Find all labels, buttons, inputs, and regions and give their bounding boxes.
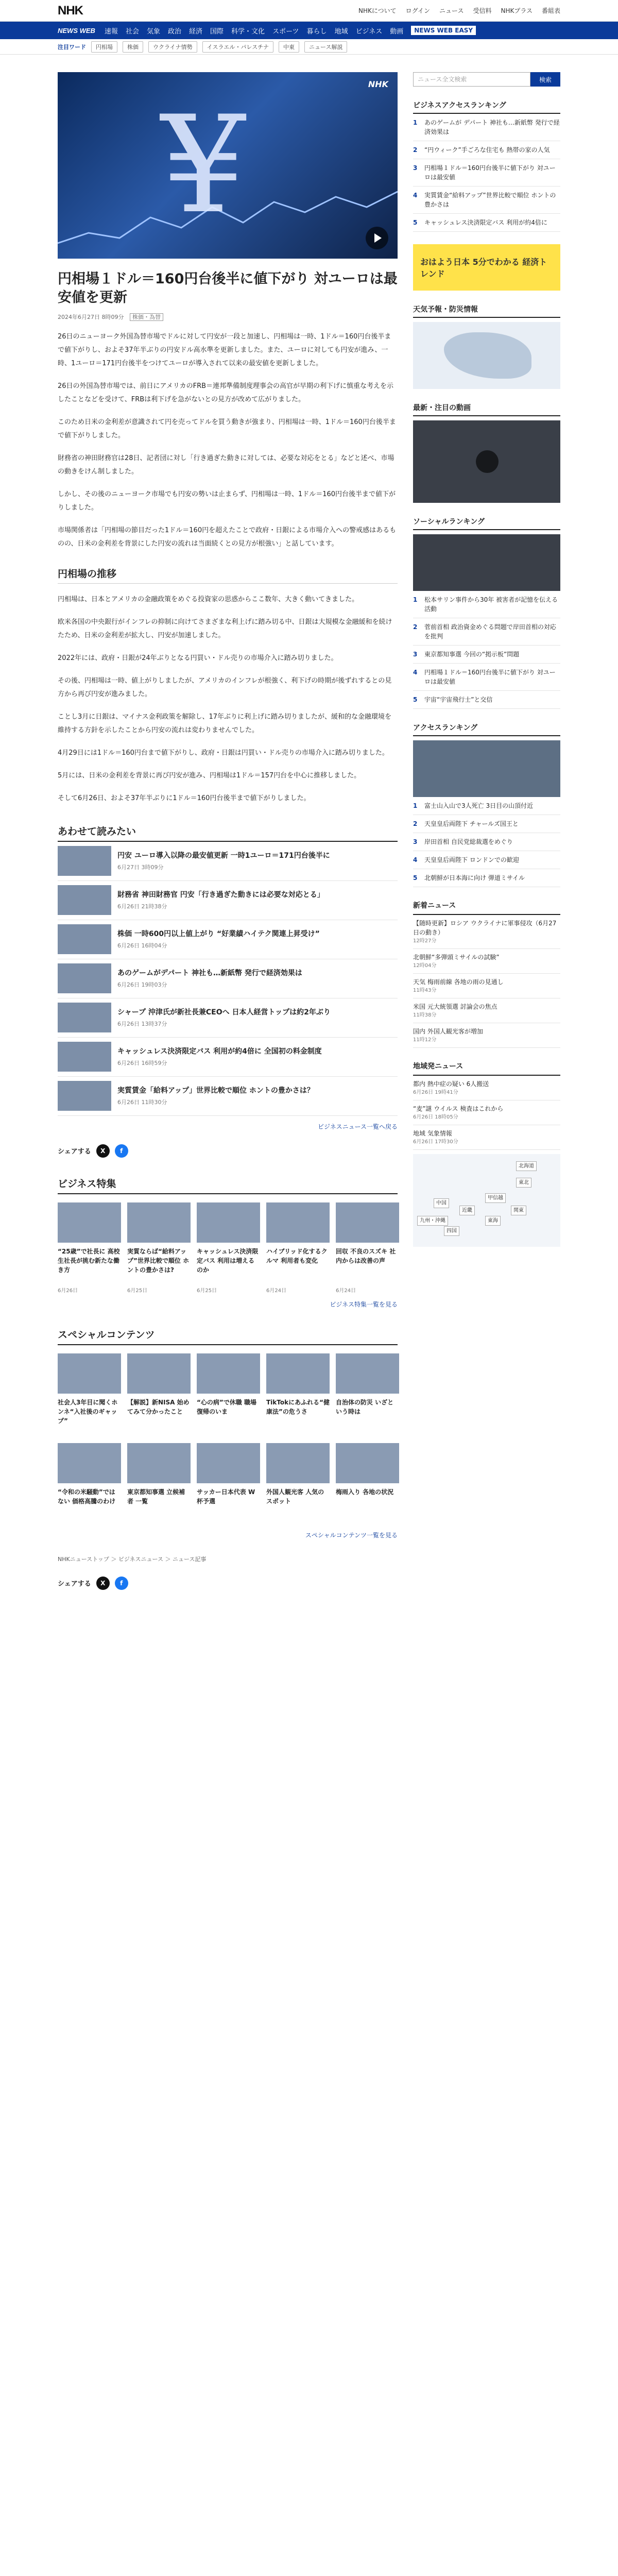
nav-item[interactable]: 経済 (189, 27, 203, 36)
region-button[interactable]: 甲信越 (485, 1193, 506, 1203)
feature-date: 6月26日 (58, 1287, 78, 1294)
related-item[interactable] (58, 998, 398, 1038)
related-title: シャープ 沖津氏が新社長兼CEOへ 日本人経営トップは約2年ぶり (117, 1008, 331, 1016)
region-button[interactable]: 東海 (485, 1216, 501, 1226)
top-link-plus[interactable]: NHKプラス (501, 7, 533, 14)
related-thumbnail (58, 963, 111, 993)
related-date: 6月26日 16時59分 (117, 1060, 167, 1067)
article-date: 2024年6月27日 8時09分 (58, 313, 124, 320)
special-card[interactable] (58, 1443, 121, 1524)
region-map (413, 1154, 560, 1247)
related-thumbnail (58, 1003, 111, 1032)
social-ranking (413, 516, 560, 709)
special-title: “令和の米騒動”ではない 価格高騰のわけ (58, 1488, 116, 1505)
new-news (413, 901, 560, 1048)
ranking-item[interactable]: 1 富士山入山で3人死亡 3日目の山頂付近 (413, 797, 560, 815)
related-thumbnail (58, 924, 111, 954)
feature-card[interactable] (266, 1202, 330, 1294)
sidebar (413, 72, 560, 1247)
feature-thumbnail (58, 1202, 121, 1243)
article-paragraph: ことし3月に日銀は、マイナス金利政策を解除し、17年ぶりに利上げに踏み切りましたが、緩和的な金融環境を維持する方針を示したことから円安の流れは変わりませんでした。 (58, 713, 392, 734)
weather-box (413, 304, 560, 389)
trend-tag[interactable]: ウクライナ情勢 (148, 41, 197, 53)
nhk-logo[interactable]: NHK (58, 3, 83, 18)
special-title: TikTokにあふれる“健康法”の危うさ (266, 1398, 330, 1415)
article-paragraph: その後、円相場は一時、値上がりしましたが、アメリカのインフレが根強く、利下げの時期が後ずれするとの見方から再び円安が進みました。 (58, 676, 392, 698)
play-icon[interactable] (366, 227, 388, 249)
article-paragraph: このため日米の金利差が意識されて円を売ってドルを買う動きが強まり、円相場は一時、1ドル＝160円台後半まで値下がりしました。 (58, 418, 396, 439)
top-link-fee[interactable]: 受信料 (473, 7, 492, 14)
news-item[interactable]: 米国 元大統領選 討論会の焦点 11時38分 (413, 998, 560, 1023)
nav-item[interactable]: 科学・文化 (231, 27, 265, 36)
share-label: シェアする (58, 1580, 91, 1588)
top-bar (0, 0, 618, 22)
feature-card[interactable] (197, 1202, 260, 1294)
news-web-easy-link[interactable]: NEWS WEB EASY (411, 26, 476, 35)
article-title: 円相場１ドル＝160円台後半に値下がり 対ユーロは最安値を更新 (58, 271, 398, 306)
nav-item[interactable]: 社会 (125, 27, 139, 36)
special-card[interactable] (127, 1443, 191, 1524)
related-title: キャッシュレス決済限定バス 利用が約4倍に 全国初の料金制度 (117, 1047, 322, 1056)
related-item[interactable] (58, 920, 398, 959)
business-ranking (413, 100, 560, 232)
nav-item[interactable]: 地域 (334, 27, 348, 36)
article-paragraph: 円相場は、日本とアメリカの金融政策をめぐる投資家の思惑からここ数年、大きく動いてきました。 (58, 595, 359, 603)
share-bar (58, 1144, 398, 1158)
trend-label: 注目ワード (58, 43, 86, 50)
top-link-schedule[interactable]: 番組表 (541, 7, 560, 14)
special-content-list-link[interactable]: スペシャルコンテンツ一覧を見る (305, 1531, 398, 1539)
article-paragraph: しかし、その後のニューヨーク市場でも円安の勢いは止まらず、円相場は一時、1ドル＝160円台後半まで値下がりしました。 (58, 490, 396, 512)
feature-thumbnail (266, 1202, 330, 1243)
nav-item[interactable]: 気象 (146, 27, 160, 36)
social-ranking-image[interactable] (413, 534, 560, 591)
related-item[interactable] (58, 1038, 398, 1077)
feature-title: キャッシュレス決済限定バス 利用は増えるのか (197, 1247, 259, 1274)
special-card[interactable] (266, 1353, 330, 1435)
nav-item[interactable]: 暮らし (306, 27, 327, 36)
region-button[interactable]: 東北 (516, 1178, 531, 1188)
trend-bar (0, 39, 618, 55)
japan-map-shape (444, 332, 531, 379)
related-date: 6月26日 19時03分 (117, 981, 167, 989)
related-date: 6月27日 3時09分 (117, 864, 164, 871)
region-button[interactable]: 九州・沖縄 (417, 1216, 448, 1226)
main-nav (0, 22, 618, 39)
feature-title: “25歳”で社長に 高校生社長が挑む新たな働き方 (58, 1247, 120, 1274)
ranking-item[interactable]: 2 菅前首相 政治資金めぐる問題で岸田首相の対応を批判 (413, 618, 560, 646)
special-title: 梅雨入り 各地の状況 (336, 1488, 394, 1496)
article-paragraph: 欧米各国の中央銀行がインフレの抑制に向けてさまざまな利上げに踏み切る中、日銀は大規模な金融緩和を続けたため、日米の金利差が拡大し、円安が加速しました。 (58, 618, 392, 639)
special-thumbnail (197, 1353, 260, 1394)
related-thumbnail (58, 1081, 111, 1111)
access-ranking-heading: アクセスランキング (413, 722, 560, 736)
regional-news (413, 1061, 560, 1247)
article-hero-video[interactable] (58, 72, 398, 259)
related-date: 6月26日 16時04分 (117, 942, 167, 950)
feature-date: 6月24日 (336, 1287, 356, 1294)
feature-title: ハイブリッド化するクルマ 利用者も変化 (266, 1247, 328, 1264)
ranking-item[interactable]: 1 松本サリン事件から30年 被害者が記憶を伝える活動 (413, 591, 560, 618)
special-title: 自治体の防災 いざという時は (336, 1398, 394, 1415)
article-paragraph: 2022年には、政府・日銀が24年ぶりとなる円買い・ドル売りの市場介入に踏み切りました。 (58, 654, 338, 662)
related-title: あのゲームがデパート 神社も…新紙幣 発行で経済効果は (117, 969, 302, 977)
economy-trend-banner[interactable]: おはよう日本 5分でわかる 経済トレンド (413, 244, 560, 291)
ranking-item[interactable]: 5 北朝鮮が日本海に向け 弾道ミサイル (413, 869, 560, 887)
article-paragraph: 財務省の神田財務官は28日、記者団に対し「行き過ぎた動きに対しては、必要な対応をとる」などと述べ、市場の動きをけん制しました。 (58, 454, 394, 476)
region-button[interactable]: 近畿 (459, 1206, 475, 1215)
related-title: 実質賃金「給料アップ」世界比較で順位 ホントの豊かさは？ (117, 1086, 314, 1095)
news-item[interactable]: 天気 梅雨前線 各地の雨の見通し 11時43分 (413, 974, 560, 998)
region-button[interactable]: 四国 (444, 1226, 459, 1236)
related-section (58, 824, 398, 1158)
feature-card[interactable] (58, 1202, 121, 1294)
article-paragraph: そして6月26日、およそ37年半ぶりに1ドル＝160円台後半まで値下がりしました。 (58, 794, 311, 802)
feature-card[interactable] (127, 1202, 191, 1294)
special-content-section (58, 1327, 398, 1539)
nav-item[interactable]: スポーツ (272, 27, 299, 36)
special-thumbnail (336, 1353, 399, 1394)
article-subheading: 円相場の推移 (58, 566, 398, 584)
nhk-watermark: NHK (368, 79, 388, 89)
related-thumbnail (58, 846, 111, 876)
special-content-heading: スペシャルコンテンツ (58, 1327, 398, 1345)
news-item[interactable]: 【随時更新】ロシア ウクライナに軍事侵攻（6月27日の動き） 12時27分 (413, 915, 560, 949)
news-item[interactable]: 都内 熱中症の疑い 6人搬送 6月26日 19時41分 (413, 1076, 560, 1100)
business-feature-heading: ビジネス特集 (58, 1176, 398, 1194)
trend-tag[interactable]: ニュース解説 (304, 41, 347, 53)
article-paragraph: 5月には、日米の金利差を背景に再び円安が進み、円相場は1ドル＝157円台を中心に推移しました。 (58, 771, 361, 779)
news-item[interactable]: “麦”謎 ウイルス 検査はこれから 6月26日 18時05分 (413, 1100, 560, 1125)
related-date: 6月26日 13時37分 (117, 1021, 167, 1028)
nav-item[interactable]: 速報 (104, 27, 118, 36)
special-thumbnail (127, 1353, 191, 1394)
play-icon[interactable] (476, 450, 499, 473)
region-button[interactable]: 北海道 (516, 1161, 537, 1171)
video-heading: 最新・注目の動画 (413, 402, 560, 416)
feature-thumbnail (127, 1202, 191, 1243)
special-card[interactable] (336, 1353, 399, 1435)
special-thumbnail (127, 1443, 191, 1483)
ranking-item[interactable]: 5 キャッシュレス決済限定バス 利用が約4倍に (413, 214, 560, 232)
news-item[interactable]: 国内 外国人観光客が増加 11時12分 (413, 1023, 560, 1048)
related-date: 6月26日 11時30分 (117, 1099, 167, 1106)
business-news-list-link[interactable]: ビジネスニュース一覧へ戻る (317, 1123, 398, 1130)
facebook-share-icon[interactable]: f (115, 1144, 128, 1158)
special-thumbnail (58, 1353, 121, 1394)
related-date: 6月26日 21時38分 (117, 903, 167, 910)
article-meta (58, 313, 398, 321)
weather-map[interactable] (413, 322, 560, 389)
news-item[interactable]: 北朝鮮“多弾頭ミサイルの試験” 12時04分 (413, 949, 560, 974)
access-ranking-image[interactable] (413, 740, 560, 797)
business-ranking-heading: ビジネスアクセスランキング (413, 100, 560, 114)
related-title: 円安 ユーロ導入以降の最安値更新 一時1ユーロ＝171円台後半に (117, 851, 330, 860)
nav-item[interactable]: 国際 (210, 27, 224, 36)
ranking-item[interactable]: 4 円相場１ドル＝160円台後半に値下がり 対ユーロは最安値 (413, 664, 560, 691)
feature-title: 回収 不良のスズキ 社内からは改善の声 (336, 1247, 396, 1264)
ranking-item[interactable]: 2 “円ウィーク”手ごろな住宅も 熱帯の家の人気 (413, 141, 560, 159)
related-thumbnail (58, 1042, 111, 1072)
feature-thumbnail (197, 1202, 260, 1243)
feature-date: 6月25日 (197, 1287, 217, 1294)
special-card[interactable] (197, 1353, 260, 1435)
x-share-icon[interactable]: X (96, 1577, 110, 1590)
regional-news-heading: 地域発ニュース (413, 1061, 560, 1076)
video-box (413, 402, 560, 503)
search-form (413, 72, 560, 87)
special-card[interactable] (58, 1353, 121, 1435)
breadcrumb[interactable]: NHKニューストップ ＞ ビジネスニュース ＞ ニュース記事 (58, 1555, 207, 1563)
article-body (58, 330, 398, 805)
region-button[interactable]: 中国 (434, 1198, 449, 1208)
region-button[interactable]: 関東 (511, 1206, 526, 1215)
ranking-item[interactable]: 2 天皇皇后両陛下 チャールズ国王と (413, 815, 560, 833)
yen-symbol-graphic: ¥ (161, 88, 246, 243)
nav-item[interactable]: 政治 (168, 27, 182, 36)
top-link-news[interactable]: ニュース (439, 7, 464, 14)
special-title: 社会人3年目に聞くホンネ“入社後のギャップ” (58, 1398, 118, 1425)
article-paragraph: 26日の外国為替市場では、前日にアメリカのFRB＝連邦準備制度理事会の高官が早期の利下げに慎重な考えを示したことなどを受けて、FRBは利下げを急がないとの見方が改めて広がりました。 (58, 382, 394, 403)
feature-date: 6月25日 (127, 1287, 148, 1294)
related-item[interactable] (58, 959, 398, 998)
ranking-item[interactable]: 1 あのゲームが デパート 神社も…新紙幣 発行で経済効果は (413, 114, 560, 141)
special-thumbnail (197, 1443, 260, 1483)
article-paragraph: 市場関係者は「円相場の節目だった1ドル＝160円を超えたことで政府・日銀による市場介入への警戒感はあるものの、日米の金利差を背景にした円安の流れは当面続くとの見方が根強い」と話しています。 (58, 526, 397, 548)
article-category[interactable]: 株価・為替 (130, 313, 163, 321)
special-card[interactable] (266, 1443, 330, 1524)
special-thumbnail (336, 1443, 399, 1483)
facebook-share-icon[interactable]: f (115, 1577, 128, 1590)
top-links (358, 6, 560, 15)
related-title: 財務省 神田財務官 円安「行き過ぎた動きには必要な対応とる」 (117, 890, 324, 899)
special-thumbnail (58, 1443, 121, 1483)
search-button[interactable]: 検索 (530, 72, 560, 87)
special-title: 外国人観光客 人気のスポット (266, 1488, 324, 1505)
related-item[interactable] (58, 1077, 398, 1116)
featured-video[interactable] (413, 420, 560, 503)
news-web-brand[interactable]: NEWS WEB (58, 26, 95, 35)
ranking-item[interactable]: 4 天皇皇后両陛下 ロンドンでの歓迎 (413, 851, 560, 869)
related-item[interactable] (58, 842, 398, 881)
nav-item[interactable]: ビジネス (355, 27, 383, 36)
ranking-item[interactable]: 5 宇宙“宇宙飛行士”と交信 (413, 691, 560, 709)
special-title: 東京都知事選 立候補者 一覧 (127, 1488, 185, 1505)
special-card[interactable] (336, 1443, 399, 1524)
search-input[interactable]: ニュース全文検索 (413, 72, 530, 87)
x-share-icon[interactable]: X (96, 1144, 110, 1158)
special-card[interactable] (127, 1353, 191, 1435)
trend-tag[interactable]: 中東 (279, 41, 299, 53)
trend-tag[interactable]: 株価 (123, 41, 143, 53)
share-bar-bottom (58, 1577, 398, 1590)
feature-date: 6月24日 (266, 1287, 287, 1294)
news-item[interactable]: 地域 気象情報 6月26日 17時30分 (413, 1125, 560, 1150)
weather-heading: 天気予報・防災情報 (413, 304, 560, 318)
ranking-item[interactable]: 4 実質賃金“給料アップ”世界比較で順位 ホントの豊かさは (413, 187, 560, 214)
business-feature-section (58, 1176, 398, 1309)
special-title: サッカー日本代表 W杯予選 (197, 1488, 255, 1505)
trend-tag[interactable]: 円相場 (91, 41, 117, 53)
feature-card[interactable] (336, 1202, 399, 1294)
special-thumbnail (266, 1353, 330, 1394)
new-news-heading: 新着ニュース (413, 901, 560, 915)
ranking-item[interactable]: 3 円相場１ドル＝160円台後半に値下がり 対ユーロは最安値 (413, 159, 560, 187)
trend-tag[interactable]: イスラエル・パレスチナ (202, 41, 273, 53)
related-heading: あわせて読みたい (58, 824, 398, 842)
business-feature-list-link[interactable]: ビジネス特集一覧を見る (330, 1300, 398, 1308)
nav-item[interactable]: 動画 (390, 27, 404, 36)
top-link-about[interactable]: NHKについて (358, 7, 397, 14)
ranking-item[interactable]: 3 岸田首相 自民党総裁選をめぐり (413, 833, 560, 851)
ranking-item[interactable]: 3 東京都知事選 今回の“掲示板”問題 (413, 646, 560, 664)
special-title: “心の病”で休職 職場復帰のいま (197, 1398, 256, 1415)
related-item[interactable] (58, 881, 398, 920)
social-ranking-heading: ソーシャルランキング (413, 516, 560, 530)
access-ranking (413, 722, 560, 887)
related-thumbnail (58, 885, 111, 915)
related-title: 株価 一時600円以上値上がり “好業績ハイテク関連上昇受け” (117, 929, 320, 938)
feature-thumbnail (336, 1202, 399, 1243)
special-card[interactable] (197, 1443, 260, 1524)
top-link-login[interactable]: ログイン (405, 7, 431, 14)
main-column (58, 72, 398, 1590)
article-paragraph: 26日のニューヨーク外国為替市場でドルに対して円安が一段と加速し、円相場は一時、1ドル＝160円台後半まで値下がりし、およそ37年半ぶりの円安ドル高水準を更新しました。また、ユーロに対しても円安が進み、一時、1ユーロ＝171円台後半をつけてユーロが導入されて以来の最安値を更新しました。 (58, 332, 391, 367)
share-label: シェアする (58, 1148, 91, 1156)
special-thumbnail (266, 1443, 330, 1483)
feature-title: 実質ならば“給料アップ”世界比較で順位 ホントの豊かさは? (127, 1247, 190, 1274)
article-paragraph: 4月29日には1ドル＝160円台まで値下がりし、政府・日銀は円買い・ドル売りの市場介入に踏み切りました。 (58, 749, 389, 757)
special-title: 【解説】新NISA 始めてみて分かったこと (127, 1398, 190, 1415)
